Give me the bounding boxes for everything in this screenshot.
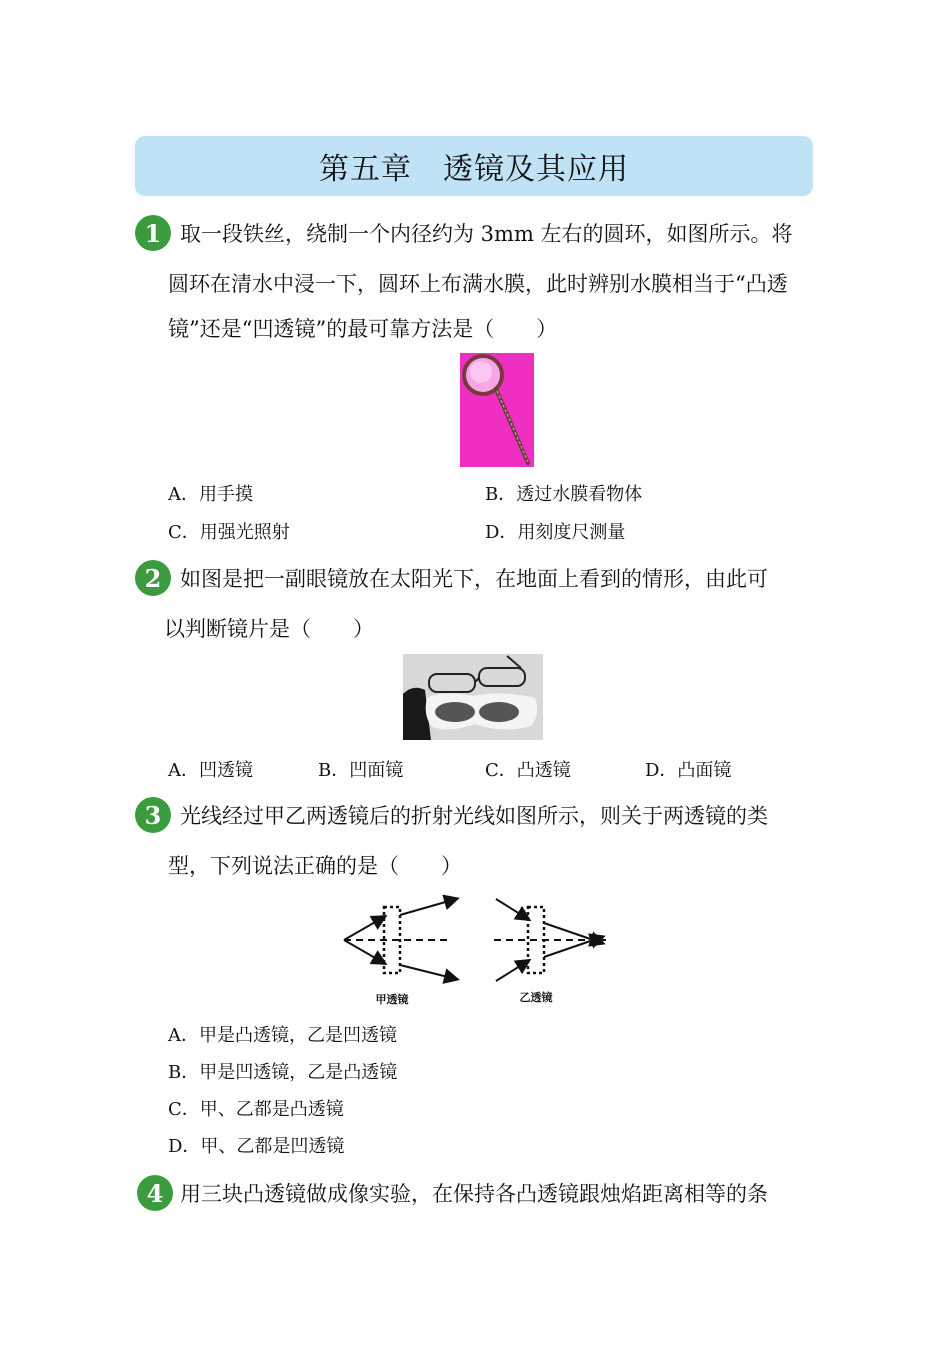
q2-option-c[interactable]: C．凸透镜 bbox=[485, 760, 571, 781]
magnifier-figure bbox=[460, 353, 534, 467]
lens-jia-label: 甲透镜 bbox=[375, 993, 409, 1006]
question-number-4: 4 bbox=[137, 1175, 173, 1211]
lens-yi-label: 乙透镜 bbox=[519, 991, 553, 1004]
yi-in-ray-bottom bbox=[496, 961, 528, 981]
q2-line-1: 如图是把一副眼镜放在太阳光下，在地面上看到的情形，由此可 bbox=[180, 567, 768, 591]
q3-option-a[interactable]: A．甲是凸透镜，乙是凹透镜 bbox=[168, 1025, 397, 1046]
q4-line-1: 用三块凸透镜做成像实验，在保持各凸透镜跟烛焰距离相等的条 bbox=[180, 1182, 768, 1206]
jia-out-ray-bottom bbox=[400, 965, 456, 979]
q1-line-1: 取一段铁丝，绕制一个内径约为 3mm 左右的圆环，如图所示。将 bbox=[180, 222, 793, 246]
q1-line-2: 圆环在清水中浸一下，圆环上布满水膜，此时辨别水膜相当于“凸透 bbox=[168, 272, 788, 296]
q2-line-2: 以判断镜片是（ ） bbox=[164, 617, 374, 641]
q2-option-b[interactable]: B．凹面镜 bbox=[318, 760, 404, 781]
q3-option-d[interactable]: D．甲、乙都是凹透镜 bbox=[168, 1136, 345, 1157]
q2-option-d[interactable]: D．凸面镜 bbox=[645, 760, 732, 781]
question-number-3: 3 bbox=[135, 797, 171, 833]
q3-option-b[interactable]: B．甲是凹透镜，乙是凸透镜 bbox=[168, 1062, 398, 1083]
q3-line-2: 型，下列说法正确的是（ ） bbox=[168, 854, 462, 878]
q3-line-1: 光线经过甲乙两透镜后的折射光线如图所示，则关于两透镜的类 bbox=[180, 804, 768, 828]
lens-yi bbox=[494, 899, 606, 981]
q1-option-b[interactable]: B．透过水膜看物体 bbox=[485, 484, 643, 505]
right-lens-shadow bbox=[479, 702, 519, 722]
yi-in-ray-top bbox=[496, 899, 528, 919]
q1-option-a[interactable]: A．用手摸 bbox=[168, 484, 253, 505]
jia-in-ray-top bbox=[344, 917, 384, 940]
jia-in-ray-bottom bbox=[344, 940, 384, 963]
q3-option-c[interactable]: C．甲、乙都是凸透镜 bbox=[168, 1099, 344, 1120]
chapter-title: 第五章 透镜及其应用 bbox=[319, 152, 629, 187]
glasses-shadow-figure bbox=[403, 654, 543, 740]
chapter-title-bar bbox=[135, 136, 813, 196]
water-film bbox=[470, 361, 492, 383]
left-lens-shadow bbox=[435, 702, 475, 722]
q2-option-a[interactable]: A．凹透镜 bbox=[168, 760, 253, 781]
question-number-2: 2 bbox=[135, 560, 171, 596]
lens-diagram bbox=[340, 893, 610, 1008]
q1-option-c[interactable]: C．用强光照射 bbox=[168, 522, 290, 543]
q1-option-d[interactable]: D．用刻度尺测量 bbox=[485, 522, 626, 543]
question-number-1: 1 bbox=[135, 215, 171, 251]
lens-jia bbox=[344, 899, 456, 979]
jia-out-ray-top bbox=[400, 899, 456, 915]
q1-line-3: 镜”还是“凹透镜”的最可靠方法是（ ） bbox=[168, 317, 558, 341]
